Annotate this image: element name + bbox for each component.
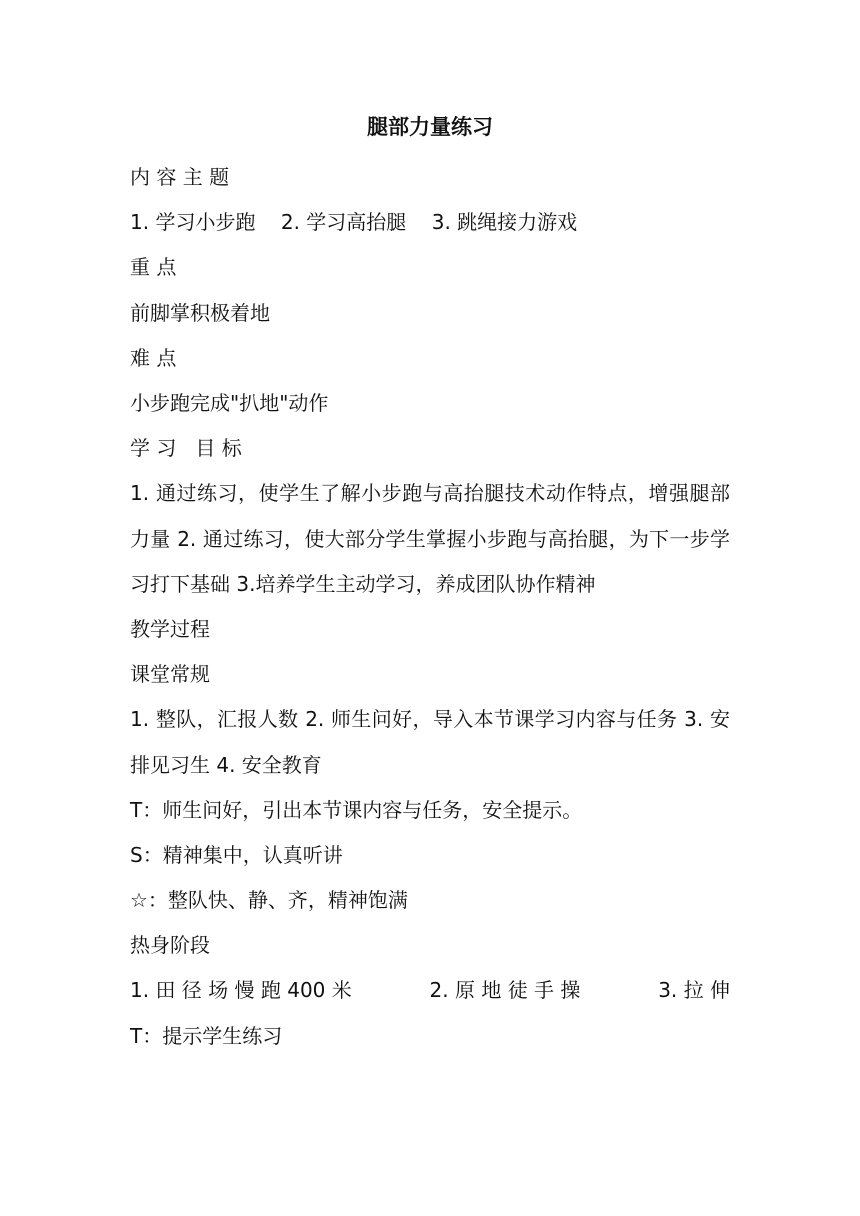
heading-content-theme: 内 容 主 题 [130,165,230,189]
heading-teaching-process: 教学过程 [130,616,210,641]
content-items: 1. 学习小步跑 2. 学习高抬腿 3. 跳绳接力游戏 [130,210,578,235]
routine-items: 1. 整队，汇报人数 2. 师生问好，导入本节课学习内容与任务 3. 安排见习生 4. 安全教育 [130,707,730,777]
heading-objectives: 学 习 目 标 [130,436,242,461]
key-point-text: 前脚掌积极着地 [130,300,270,325]
difficulty-text: 小步跑完成"扒地"动作 [130,390,329,415]
warmup-item-exercise: 2. 原 地 徒 手 操 [429,978,581,1003]
document-title: 腿部力量练习 [367,115,493,139]
objectives-text: 1. 通过练习，使学生了解小步跑与高抬腿技术动作特点，增强腿部力量 2. 通过练习，使大部分学生掌握小步跑与高抬腿，为下一步学习打下基础 3.培养学生主动学习，养成团队协作精神 [130,481,730,596]
heading-difficulty: 难 点 [130,345,177,370]
document-body [130,155,730,1059]
routine-evaluation-note: ☆：整队快、静、齐，精神饱满 [130,888,408,913]
routine-teacher-note: T：师生问好，引出本节课内容与任务，安全提示。 [130,797,583,822]
routine-student-note: S：精神集中，认真听讲 [130,842,343,867]
heading-warmup: 热身阶段 [130,933,210,958]
warmup-items [130,968,730,1013]
warmup-item-stretch: 3. 拉 伸 [658,978,730,1003]
warmup-item-jog: 1. 田 径 场 慢 跑 400 米 [130,978,352,1003]
heading-classroom-routine: 课堂常规 [130,662,210,687]
heading-key-point: 重 点 [130,255,177,280]
warmup-teacher-note: T：提示学生练习 [130,1023,283,1048]
